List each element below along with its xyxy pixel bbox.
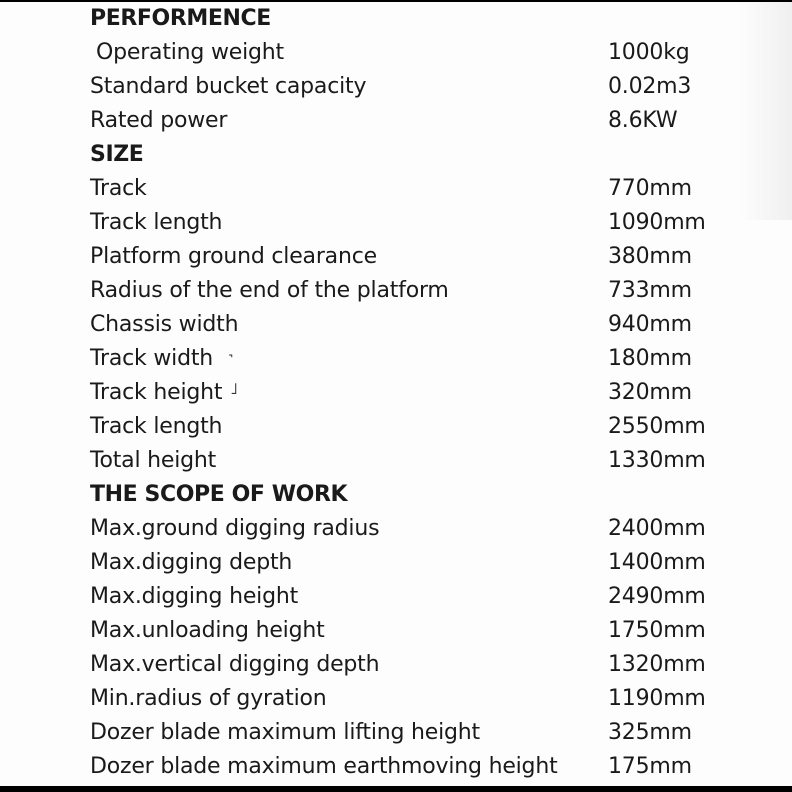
spec-row [90,206,750,240]
spec-value: 180mm [608,346,692,371]
spec-label: Rated power [90,108,228,133]
spec-label: Dozer blade maximum earthmoving height [90,754,558,779]
spec-row [90,512,750,546]
spec-row [90,546,750,580]
spec-value: 1000kg [608,40,690,65]
spec-value: 1190mm [608,686,706,711]
spec-label: Max.digging height [90,584,299,609]
spec-value: 770mm [608,176,692,201]
spec-row [90,682,750,716]
spec-row [90,342,750,376]
spec-value: 1330mm [608,448,706,473]
spec-label: Track height [90,380,223,405]
spec-row [90,308,750,342]
spec-value: 0.02m3 [608,74,692,99]
spec-row [90,274,750,308]
spec-label: Platform ground clearance [90,244,377,269]
section-heading-performance [90,2,750,36]
spec-row [90,240,750,274]
spec-row [90,580,750,614]
spec-value: 2400mm [608,516,706,541]
spec-value: 1750mm [608,618,706,643]
spec-value: 733mm [608,278,692,303]
pen-mark-icon: ˺ [228,351,234,370]
spec-label: Track length [90,210,223,235]
spec-label: Chassis width [90,312,239,337]
spec-label: Track length [90,414,223,439]
spec-value: 320mm [608,380,692,405]
spec-row [90,70,750,104]
spec-row [90,444,750,478]
spec-label: Radius of the end of the platform [90,278,449,303]
section-heading-size [90,138,750,172]
spec-value: 1400mm [608,550,706,575]
bottom-border [0,786,792,792]
spec-row [90,104,750,138]
spec-table [90,2,750,784]
spec-label: Track width [90,346,214,371]
spec-value: 8.6KW [608,108,678,133]
spec-label: Max.vertical digging depth [90,652,380,677]
spec-row [90,36,750,70]
spec-row [90,614,750,648]
spec-value: 175mm [608,754,692,779]
section-heading-scope-of-work [90,478,750,512]
spec-row [90,716,750,750]
spec-row [90,410,750,444]
spec-label: Operating weight [96,40,284,65]
spec-value: 2490mm [608,584,706,609]
spec-label: Min.radius of gyration [90,686,327,711]
spec-value: 2550mm [608,414,706,439]
section-title: SIZE [90,142,144,167]
spec-label: Max.unloading height [90,618,325,643]
spec-label: Track [90,176,147,201]
spec-value: 380mm [608,244,692,269]
pen-mark-icon: ˩ [230,379,238,398]
spec-row [90,172,750,206]
section-title: THE SCOPE OF WORK [90,482,348,507]
spec-label: Total height [90,448,217,473]
spec-row [90,648,750,682]
spec-value: 1090mm [608,210,706,235]
spec-row [90,376,750,410]
spec-label: Max.ground digging radius [90,516,380,541]
spec-label: Max.digging depth [90,550,293,575]
spec-value: 1320mm [608,652,706,677]
spec-row [90,750,750,784]
spec-label: Standard bucket capacity [90,74,367,99]
section-title: PERFORMENCE [90,6,271,31]
spec-value: 325mm [608,720,692,745]
spec-label: Dozer blade maximum lifting height [90,720,480,745]
spec-value: 940mm [608,312,692,337]
